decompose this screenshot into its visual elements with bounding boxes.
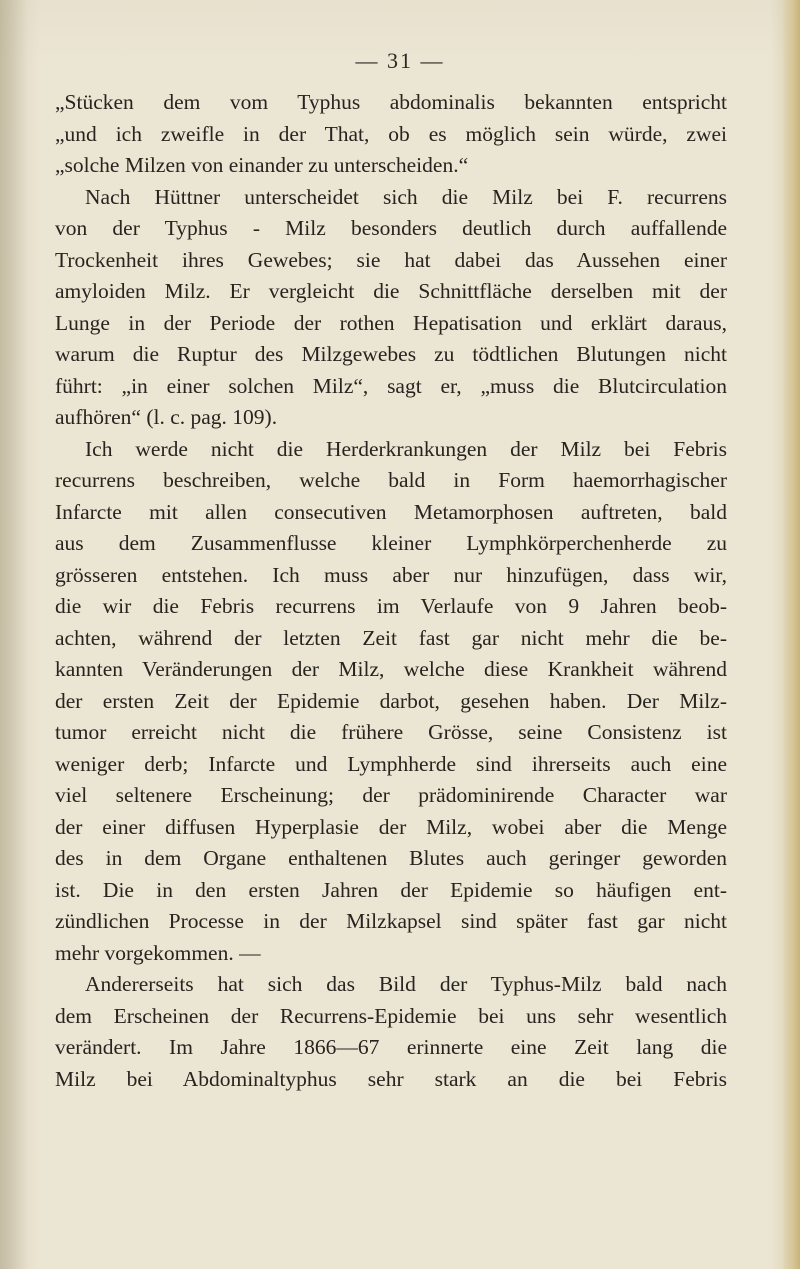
text-line: amyloiden Milz. Er vergleicht die Schnittfläche derselben mit der: [55, 279, 727, 303]
text-line: der ersten Zeit der Epidemie darbot, gesehen haben. Der Milz-: [55, 688, 727, 713]
text-line: recurrens beschreiben, welche bald in Form haemorrhagischer: [55, 468, 727, 492]
text-line: verändert. Im Jahre 1866—67 erinnerte eine Zeit lang die: [55, 1035, 727, 1059]
page-edge: [782, 0, 800, 1269]
text-line: der einer diffusen Hyperplasie der Milz, wobei aber die Menge: [55, 814, 727, 839]
text-line: Lunge in der Periode der rothen Hepatisation und erklärt daraus,: [55, 310, 727, 335]
text-line: Nach Hüttner unterscheidet sich die Milz bei F. recurrens: [85, 184, 727, 209]
text-line: „Stücken dem vom Typhus abdominalis bekannten entspricht: [55, 90, 727, 114]
text-line: warum die Ruptur des Milzgewebes zu tödtlichen Blutungen nicht: [55, 342, 727, 366]
text-line: aus dem Zusammenflusse kleiner Lymphkörperchenherde zu: [55, 531, 727, 555]
text-line: mehr vorgekommen. —: [55, 940, 261, 965]
text-line: Ich werde nicht die Herderkrankungen der Milz bei Febris: [85, 436, 727, 461]
text-line: Andererseits hat sich das Bild der Typhus-Milz bald nach: [85, 972, 727, 996]
text-line: Milz bei Abdominaltyphus sehr stark an die bei Febris: [55, 1066, 727, 1091]
page-number-header: — 31 —: [355, 48, 445, 73]
text-line: ist. Die in den ersten Jahren der Epidemie so häufigen ent-: [55, 877, 727, 902]
text-line: kannten Veränderungen der Milz, welche diese Krankheit während: [55, 657, 727, 681]
text-line: „und ich zweifle in der That, ob es möglich sein würde, zwei: [55, 121, 727, 146]
text-line: „solche Milzen von einander zu unterscheiden.“: [55, 153, 469, 177]
spine-shadow: [0, 0, 28, 1269]
text-line: Infarcte mit allen consecutiven Metamorphosen auftreten, bald: [55, 499, 727, 524]
text-line: von der Typhus - Milz besonders deutlich durch auffallende: [55, 216, 727, 240]
text-line: achten, während der letzten Zeit fast gar nicht mehr die be-: [55, 625, 727, 650]
text-line: grösseren entstehen. Ich muss aber nur hinzufügen, dass wir,: [55, 562, 727, 587]
text-line: die wir die Febris recurrens im Verlaufe von 9 Jahren beob-: [55, 594, 727, 618]
text-line: führt: „in einer solchen Milz“, sagt er, „muss die Blutcirculation: [55, 373, 727, 398]
text-line: dem Erscheinen der Recurrens-Epidemie bei uns sehr wesentlich: [55, 1003, 727, 1028]
text-line: tumor erreicht nicht die frühere Grösse, seine Consistenz ist: [55, 720, 727, 744]
text-line: Trockenheit ihres Gewebes; sie hat dabei das Aussehen einer: [55, 247, 727, 272]
text-line: zündlichen Processe in der Milzkapsel sind später fast gar nicht: [55, 909, 727, 933]
text-line: des in dem Organe enthaltenen Blutes auch geringer geworden: [55, 846, 727, 870]
text-line: weniger derb; Infarcte und Lymphherde sind ihrerseits auch eine: [55, 751, 727, 776]
text-line: aufhören“ (l. c. pag. 109).: [55, 405, 278, 429]
body-text: [55, 87, 727, 1095]
text-line: viel seltenere Erscheinung; der prädominirende Character war: [55, 783, 727, 807]
